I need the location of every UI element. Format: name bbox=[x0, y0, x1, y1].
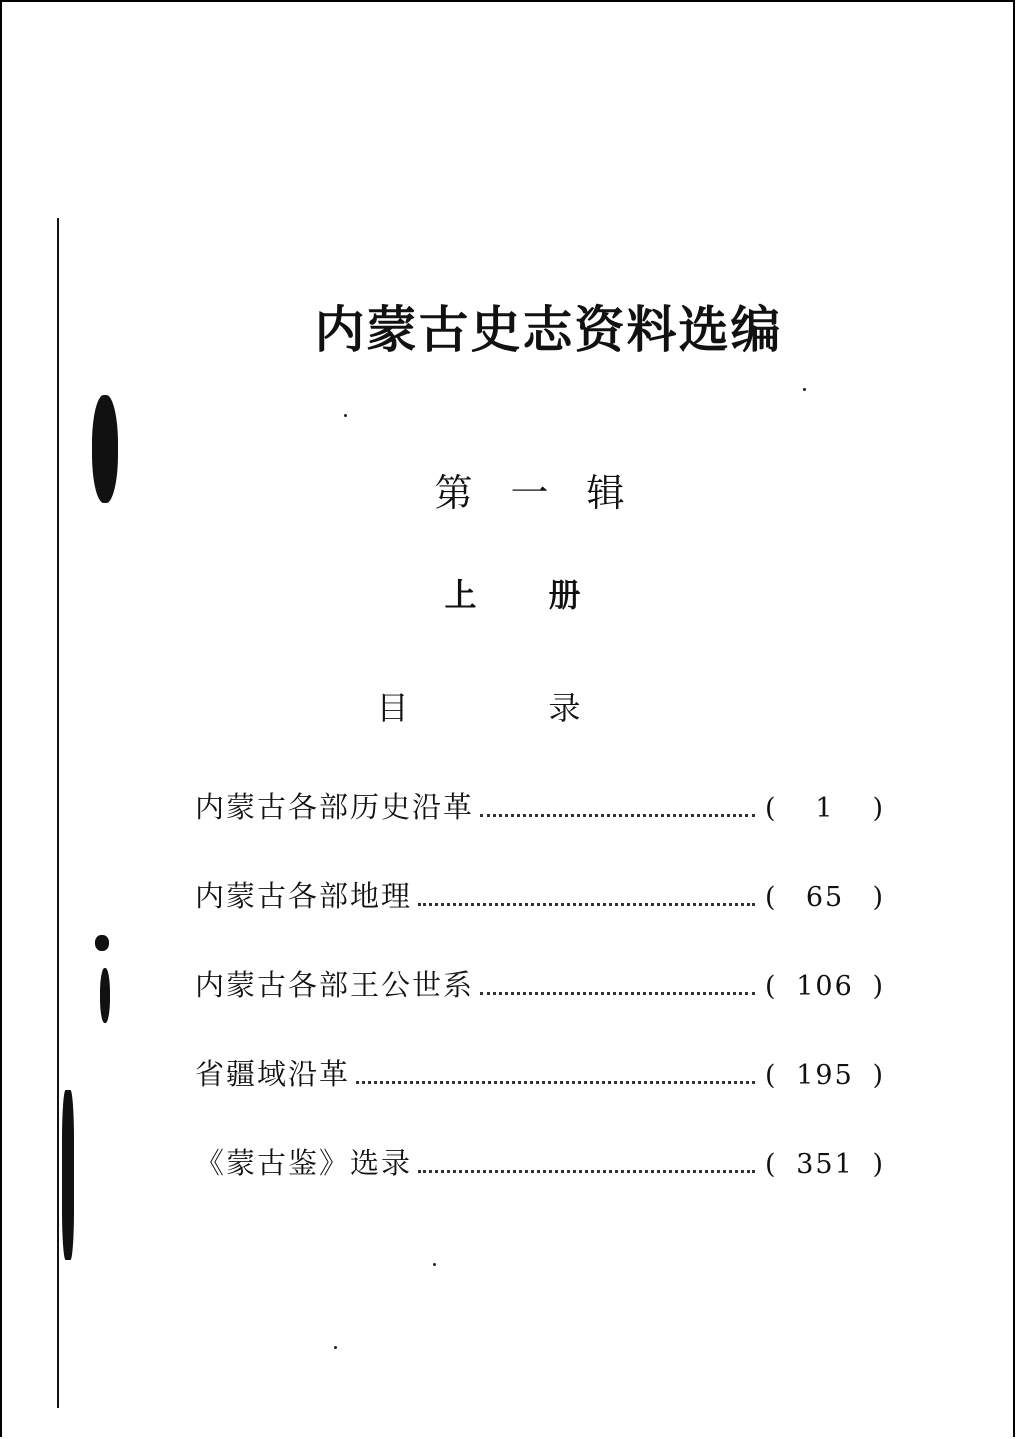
toc-entry[interactable] bbox=[195, 785, 885, 874]
toc-page-number: 1 bbox=[815, 793, 835, 824]
toc-page-number: 65 bbox=[805, 882, 845, 913]
volume-label: 第一辑 bbox=[434, 471, 663, 515]
toc-entry-title: 省疆域沿革 bbox=[195, 1057, 351, 1091]
toc-entry-page: ( 106 ) bbox=[765, 971, 885, 1002]
scan-speck bbox=[344, 414, 347, 417]
scan-speck bbox=[334, 1346, 337, 1349]
toc-page-number: 195 bbox=[796, 1060, 854, 1091]
scan-speck bbox=[803, 388, 806, 391]
toc-entry-title: 内蒙古各部王公世系 bbox=[195, 968, 475, 1002]
contents-heading: 目录 bbox=[376, 689, 721, 727]
book-title: 内蒙古史志资料选编 bbox=[314, 301, 783, 359]
toc-entry-page: ( 351 ) bbox=[765, 1149, 885, 1180]
toc-entry[interactable] bbox=[195, 963, 885, 1052]
toc-leader bbox=[418, 1170, 755, 1173]
toc-page-number: 351 bbox=[796, 1149, 854, 1180]
toc-entry[interactable] bbox=[195, 1141, 885, 1230]
scan-stain bbox=[100, 968, 110, 1023]
toc-page-number: 106 bbox=[796, 971, 854, 1002]
toc-entry-page: ( 65 ) bbox=[765, 882, 885, 913]
toc-entry[interactable] bbox=[195, 874, 885, 963]
scan-stain bbox=[95, 935, 109, 951]
binding-rule bbox=[57, 218, 59, 1408]
toc-entry-page: ( 1 ) bbox=[765, 793, 885, 824]
toc-entry-title: 内蒙古各部历史沿革 bbox=[195, 790, 475, 824]
toc-entry-title: 《蒙古鉴》选录 bbox=[195, 1146, 413, 1180]
part-label: 上册 bbox=[444, 576, 653, 614]
toc-entry-title: 内蒙古各部地理 bbox=[195, 879, 413, 913]
toc-leader bbox=[480, 992, 755, 995]
toc-leader bbox=[356, 1081, 755, 1084]
toc-entry[interactable] bbox=[195, 1052, 885, 1141]
toc-leader bbox=[480, 814, 755, 817]
table-of-contents bbox=[195, 785, 885, 1230]
scan-stain bbox=[62, 1090, 74, 1260]
toc-entry-page: ( 195 ) bbox=[765, 1060, 885, 1091]
scan-speck bbox=[433, 1263, 436, 1266]
toc-leader bbox=[418, 903, 755, 906]
